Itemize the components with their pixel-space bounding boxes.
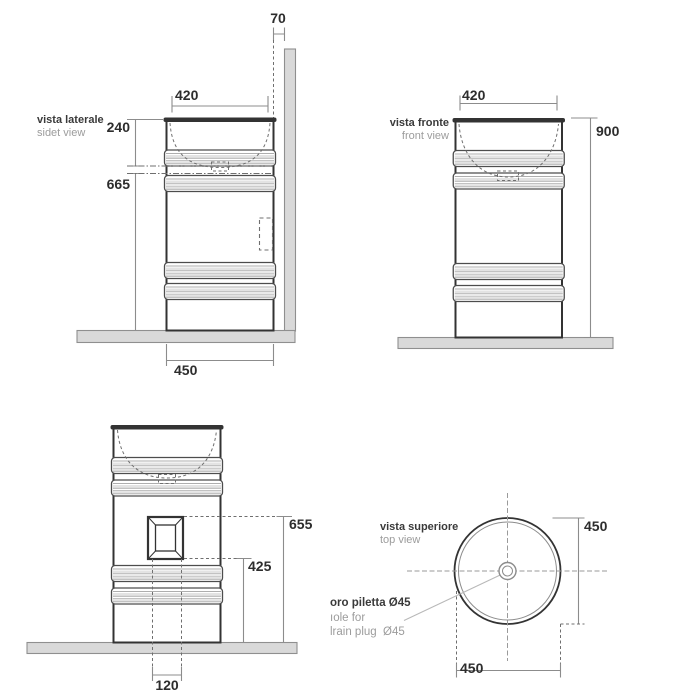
top-dim-450-width: 450 — [460, 660, 484, 676]
front-view-subtitle: front view — [401, 130, 449, 142]
back-dim-425: 425 — [248, 558, 272, 574]
barrel-rim-front — [453, 118, 566, 123]
front-dim-420: 420 — [462, 87, 486, 103]
floor-back — [27, 643, 297, 654]
side-dim-420: 420 — [175, 87, 199, 103]
drain-note-line2: ıole for — [330, 612, 366, 624]
top-view-subtitle: top view — [380, 534, 421, 546]
back-dim-655: 655 — [289, 516, 313, 532]
front-view-title: vista fronte — [389, 117, 449, 129]
drain-note-line1: oro piletta Ø45 — [330, 597, 411, 609]
drain-note-line3: lrain plug Ø45 — [330, 626, 405, 638]
dim-line-900 — [571, 118, 598, 338]
side-dim-665: 665 — [106, 176, 130, 192]
back-dim-120: 120 — [155, 677, 179, 693]
floor-front — [398, 338, 613, 349]
rear-access-dashed-box — [260, 218, 273, 250]
side-view-drawing — [77, 28, 296, 367]
side-dim-70: 70 — [270, 10, 286, 26]
side-dim-240: 240 — [106, 119, 130, 135]
front-dim-900: 900 — [596, 123, 620, 139]
dim-line-240 — [127, 120, 163, 167]
dim-line-655 — [277, 517, 293, 643]
top-dim-450-depth: 450 — [584, 518, 608, 534]
top-view-title: vista superiore — [380, 521, 459, 533]
side-dim-450: 450 — [174, 362, 198, 378]
dim-line-665 — [127, 174, 144, 331]
side-view-title: vista laterale — [37, 114, 104, 126]
back-view-drawing — [27, 425, 297, 681]
opening-inner-frame — [156, 525, 176, 551]
barrel-rim-side — [164, 118, 277, 123]
barrel-rim-back — [111, 425, 224, 430]
wall — [285, 49, 296, 331]
side-view-subtitle: sidet view — [37, 127, 86, 139]
floor-side — [77, 331, 295, 343]
drain-outer-circle — [499, 563, 516, 580]
dim-line-70 — [274, 28, 285, 42]
